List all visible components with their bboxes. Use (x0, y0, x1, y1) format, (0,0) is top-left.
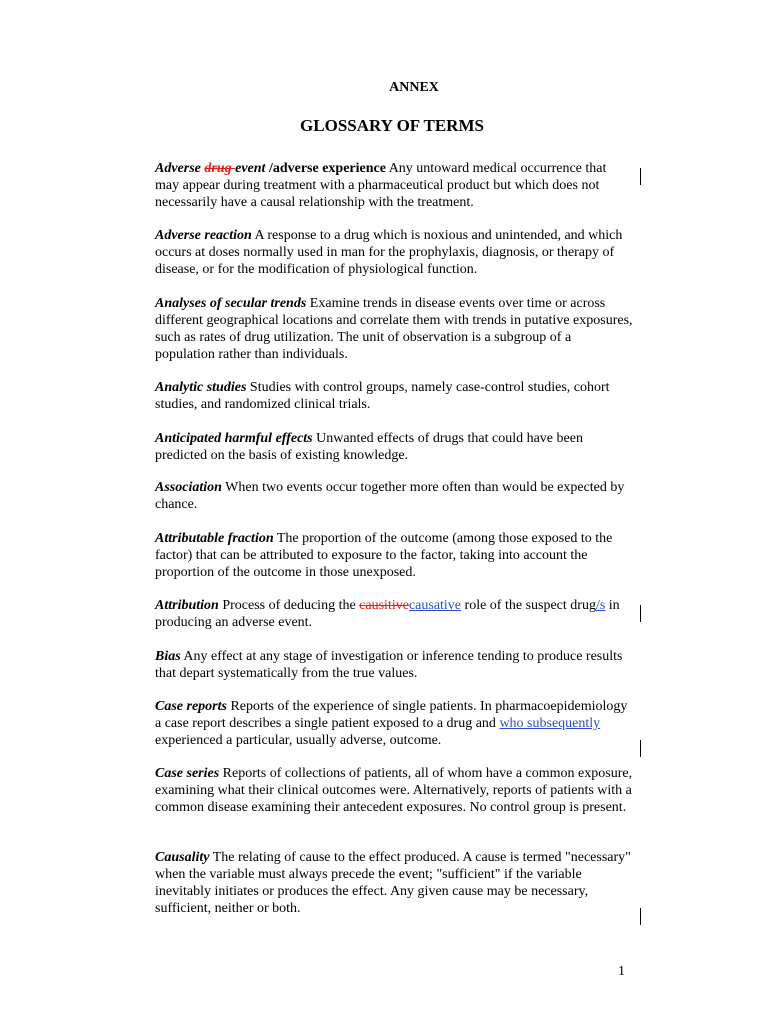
entry-term: Case series (155, 766, 220, 781)
glossary-entry-attribution (155, 597, 633, 631)
inserted-text: who subsequently (499, 716, 601, 731)
term-part: Adverse (155, 161, 205, 176)
glossary-entry-adverse-event (155, 160, 633, 211)
revision-bar (640, 605, 641, 622)
entry-term: Analyses of secular trends (155, 296, 307, 311)
entry-term: Causality (155, 850, 210, 865)
entry-term: Bias (155, 649, 181, 664)
deleted-text: drug (204, 161, 236, 176)
inserted-text: /s (595, 598, 606, 613)
entry-definition: Any untoward medical occurrence that may appear during treatment with a pharmaceutical product but which does not necessarily have a causal relationship with the treatment. (155, 161, 607, 210)
glossary-entry-adverse-reaction (155, 227, 633, 278)
entry-definition: in producing an adverse event. (155, 598, 620, 630)
entry-term-plain: /adverse experience (265, 161, 386, 176)
glossary-entry-causality (155, 849, 633, 917)
entry-definition: Reports of the experience of single patients. In pharmacoepidemiology a case report describes a single patient exposed to a drug and (155, 699, 628, 731)
revision-bar (640, 740, 641, 757)
glossary-title: GLOSSARY OF TERMS (300, 116, 484, 135)
entry-term: Case reports (155, 699, 227, 714)
entry-definition: Process of deducing the (218, 598, 360, 613)
glossary-entry-association (155, 479, 633, 513)
inserted-text: causative (408, 598, 462, 613)
annex-heading: ANNEX (389, 80, 439, 95)
glossary-entry-attributable-fraction (155, 530, 633, 581)
entry-term (155, 161, 265, 176)
entry-definition: Unwanted effects of drugs that could have been predicted on the basis of existing knowledge. (155, 431, 583, 463)
glossary-entry-case-series (155, 765, 633, 816)
glossary-entry-anticipated-harmful-effects (155, 430, 633, 464)
revision-bar (640, 168, 641, 185)
page-number: 1 (618, 964, 625, 979)
entry-definition: The relating of cause to the effect produced. A cause is termed "necessary" when the variable must always precede the event; "sufficient" if the variable inevitably initiates or produces the effect. Any given cause may be necessary, sufficient, neither or both. (155, 850, 631, 916)
entry-definition: When two events occur together more often than would be expected by chance. (155, 480, 625, 512)
entry-term: Analytic studies (155, 380, 247, 395)
entry-definition: A response to a drug which is noxious and unintended, and which occurs at doses normally used in man for the prophylaxis, diagnosis, or therapy of disease, or for the modification of physiological function. (155, 228, 623, 277)
glossary-entry-bias (155, 648, 633, 682)
entry-term: Adverse reaction (155, 228, 252, 243)
entry-term: Attributable fraction (155, 531, 274, 546)
entry-definition: Studies with control groups, namely case-control studies, cohort studies, and randomized clinical trials. (155, 380, 610, 412)
entry-definition: experienced a particular, usually adverse, outcome. (155, 733, 442, 748)
term-part: event (235, 161, 266, 176)
deleted-text: causitive (359, 598, 409, 613)
entry-definition: role of the suspect drug (461, 598, 596, 613)
revision-bar (640, 908, 641, 925)
glossary-entry-analytic-studies (155, 379, 633, 413)
entry-definition: Examine trends in disease events over time or across different geographical locations and correlate them with trends in putative exposures, such as rates of drug utilization. The unit of observation is a subgroup of a population rather than individuals. (155, 296, 633, 362)
entry-term: Anticipated harmful effects (155, 431, 313, 446)
entry-definition: Reports of collections of patients, all of whom have a common exposure, examining what their clinical outcomes were. Alternatively, reports of patients with a common disease examining their antecedent exposures. No control group is present. (155, 766, 633, 815)
glossary-entry-case-reports (155, 698, 633, 749)
entry-definition: Any effect at any stage of investigation or inference tending to produce results that depart systematically from the true values. (155, 649, 623, 681)
glossary-entry-secular-trends (155, 295, 633, 363)
entry-term: Attribution (155, 598, 219, 613)
entry-definition: The proportion of the outcome (among those exposed to the factor) that can be attributed to exposure to the factor, taking into account the proportion of the outcome in those unexposed. (155, 531, 613, 580)
entry-term: Association (155, 480, 222, 495)
